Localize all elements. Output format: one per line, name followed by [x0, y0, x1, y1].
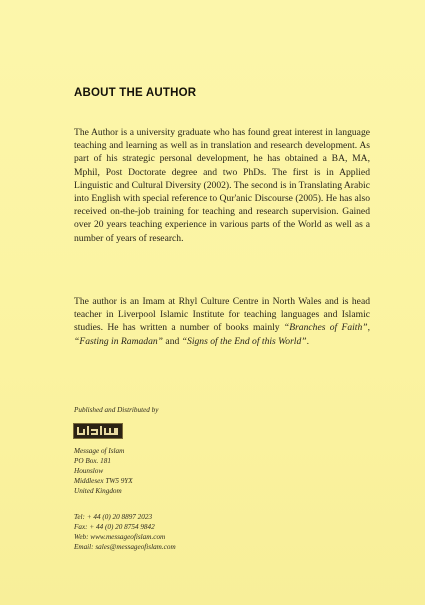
address-line: Middlesex TW5 9YX: [74, 477, 133, 486]
address-line: Hounslow: [74, 467, 104, 476]
paragraph-2-end: .: [306, 335, 310, 347]
publisher-contact: [74, 512, 176, 552]
author-bio-paragraph-2: [74, 295, 370, 348]
contact-fax: Fax: + 44 (0) 20 8754 9842: [74, 523, 155, 532]
publisher-logo: [73, 423, 123, 439]
paragraph-2-intro: The author is an Imam at Rhyl Culture Centre in North Wales and is head teacher in Liverpool Islamic Institute for teaching languages and Islamic studies. He has written a number of books mainly: [74, 296, 370, 334]
address-line: PO Box. 181: [74, 457, 111, 466]
contact-website: Web: www.messageofislam.com: [74, 533, 166, 542]
book-title-branches-of-faith: “Branches of Faith”: [283, 322, 368, 334]
publisher-address: [74, 446, 133, 496]
book-title-fasting-in-ramadan: “Fasting in Ramadan”: [74, 335, 164, 347]
contact-telephone: Tel: + 44 (0) 20 8897 2023: [74, 513, 153, 521]
section-heading: ABOUT THE AUTHOR: [74, 87, 197, 99]
book-title-signs-of-the-end: “Signs of the End of this World”: [181, 335, 307, 347]
paragraph-2-separator: ,: [367, 322, 371, 334]
contact-email: Email: sales@messageofislam.com: [74, 543, 176, 552]
paragraph-2-separator: and: [163, 335, 182, 347]
publisher-logo-mark-icon: [74, 424, 122, 438]
published-by-label: Published and Distributed by: [74, 406, 159, 414]
author-bio-paragraph-1: The Author is a university graduate who has found great interest in language teaching and learning as well as in translation and research development. As part of his strategic personal development, he has obtained a BA, MA, Mphil, Post Doctorate degree and two PhDs. The first is in Applied Linguistic and Cultural Diversity (2002). The second is in Translating Arabic into English with special reference to Qur'anic Discourse (2005). He has also received on-the-job training for teaching and research supervision. Gained over 20 years teaching experience in various parts of the World as well as a number of years of research.: [74, 127, 370, 244]
address-line: Message of Islam: [74, 447, 125, 455]
address-line: United Kingdom: [74, 487, 122, 496]
